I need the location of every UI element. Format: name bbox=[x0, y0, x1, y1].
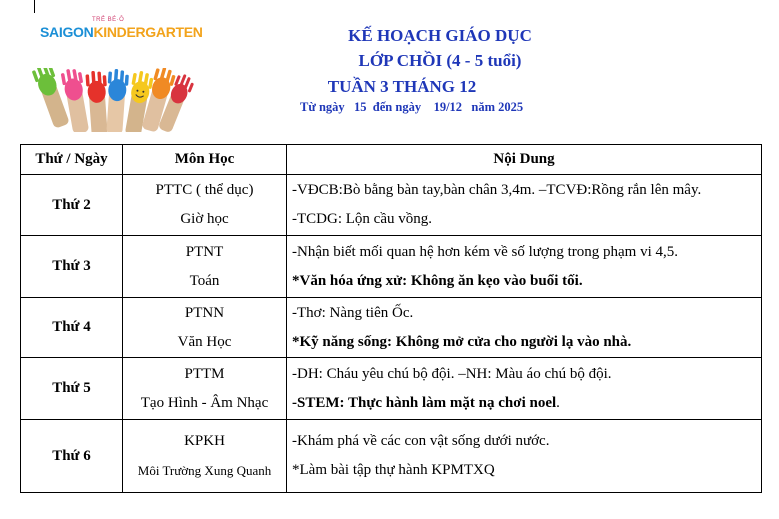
subject-cell bbox=[123, 358, 287, 420]
content-line bbox=[292, 389, 761, 418]
day-cell: Thứ 5 bbox=[21, 358, 123, 420]
content-line: -Nhận biết mối quan hệ hơn kém về số lượng trong phạm vi 4,5. bbox=[292, 243, 679, 260]
table-row bbox=[21, 175, 762, 236]
subject-cell bbox=[123, 298, 287, 358]
table-row bbox=[21, 298, 762, 358]
content-line: -DH: Cháu yêu chú bộ đội. –NH: Màu áo chú bộ đội. bbox=[292, 365, 612, 382]
subject-line: PTNT bbox=[185, 243, 224, 260]
subject-cell bbox=[123, 236, 287, 298]
table-row bbox=[21, 236, 762, 298]
subject-line: Toán bbox=[189, 272, 220, 289]
date-range: Từ ngày 15 đến ngày 19/12 năm 2025 bbox=[300, 100, 524, 114]
class-name: LỚP CHỒI (4 - 5 tuổi) bbox=[358, 51, 522, 70]
logo-tagline: TRẺ BÉ·Ô bbox=[92, 17, 125, 23]
table-header-row bbox=[21, 145, 762, 175]
table-row bbox=[21, 358, 762, 420]
content-line: *Làm bài tập thự hành KPMTXQ bbox=[292, 462, 495, 478]
day-cell: Thứ 3 bbox=[21, 236, 123, 298]
content-cell bbox=[287, 236, 762, 298]
subject-line: Văn Học bbox=[177, 333, 232, 350]
content-bold-part: -STEM: Thực hành làm mặt nạ chơi noel bbox=[292, 394, 557, 411]
logo-wordmark bbox=[40, 24, 203, 40]
content-line: *Văn hóa ứng xử: Không ăn kẹo vào buổi tối. bbox=[292, 272, 583, 289]
day-cell: Thứ 2 bbox=[21, 175, 123, 236]
content-cell bbox=[287, 358, 762, 420]
subject-line: PTTC ( thể dục) bbox=[155, 182, 254, 198]
content-line: -VĐCB:Bò bằng bàn tay,bàn chân 3,4m. –TCVĐ:Rồng rắn lên mây. bbox=[292, 182, 702, 198]
text-cursor bbox=[34, 0, 35, 13]
day-cell: Thứ 4 bbox=[21, 298, 123, 358]
subject-cell bbox=[123, 175, 287, 236]
content-cell bbox=[287, 175, 762, 236]
subject-cell bbox=[123, 420, 287, 493]
header-content: Nội Dung bbox=[287, 145, 762, 175]
subject-line: Tạo Hình - Âm Nhạc bbox=[140, 394, 269, 411]
painted-hands-image bbox=[28, 68, 194, 132]
content-line: *Kỹ năng sống: Không mở cửa cho người lạ vào nhà. bbox=[292, 333, 632, 350]
logo-word-saigon: SAIGON bbox=[40, 24, 94, 40]
subject-line: KPKH bbox=[184, 433, 225, 449]
school-logo bbox=[40, 17, 203, 44]
content-line: -Khám phá về các con vật sống dưới nước. bbox=[292, 433, 550, 449]
week-label: TUẦN 3 THÁNG 12 bbox=[327, 77, 477, 96]
plan-title: KẾ HOẠCH GIÁO DỤC bbox=[348, 26, 532, 45]
header-day: Thứ / Ngày bbox=[21, 145, 123, 175]
content-line: -TCDG: Lộn cầu vồng. bbox=[292, 211, 432, 227]
hands-illustration bbox=[31, 68, 194, 132]
subject-line: Giờ học bbox=[180, 211, 229, 227]
subject-line: PTTM bbox=[184, 365, 225, 382]
content-cell bbox=[287, 298, 762, 358]
logo-word-kindergarten: KINDERGARTEN bbox=[93, 24, 203, 40]
subject-line: Môi Trường Xung Quanh bbox=[137, 463, 272, 478]
header-subject: Môn Học bbox=[123, 145, 287, 175]
content-line: -Thơ: Nàng tiên Ốc. bbox=[292, 304, 414, 321]
table-row bbox=[21, 420, 762, 493]
lesson-plan-table bbox=[20, 144, 762, 493]
subject-line: PTNN bbox=[184, 304, 225, 321]
day-cell: Thứ 6 bbox=[21, 420, 123, 493]
content-cell bbox=[287, 420, 762, 493]
content-suffix: . bbox=[556, 394, 560, 411]
